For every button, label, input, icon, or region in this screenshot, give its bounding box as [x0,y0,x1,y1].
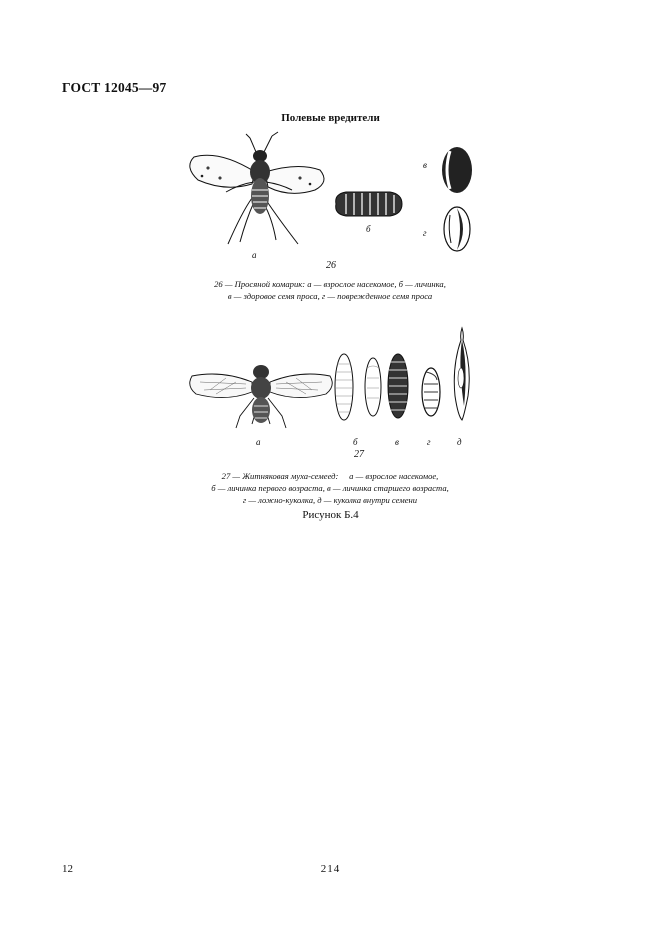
illustration-adult-fly [186,358,336,440]
illustration-adult-midge [180,132,340,252]
label-26a: а [252,250,257,260]
label-27b: б [353,437,358,447]
caption-27-line-1: 27 — Житняковая муха-семеед: а — взрослое насекомое, [221,471,439,481]
figure-26-caption [140,278,520,302]
section-title: Полевые вредители [281,112,380,124]
figure-27-caption [150,470,510,507]
illustration-pseudo-pupa [420,366,442,418]
label-27g: г [427,437,431,447]
illustration-damaged-seed [442,205,472,253]
illustration-larva-first-instar-2 [362,356,384,418]
label-27a: а [256,437,261,447]
page-number-left: 12 [62,863,73,875]
caption-26-line-1: 26 — Просяной комарик: а — взрослое насекомое, б — личинка, [214,279,446,289]
illustration-larva-first-instar [332,352,356,422]
illustration-healthy-seed [440,145,474,195]
figure-number-27: 27 [354,449,364,460]
caption-27-line-3: г — ложно-куколка, д — куколка внутри семени [242,495,418,506]
caption-27-line-2: б — личинка первого возраста, в — личинка старшего возраста, [211,483,449,494]
label-27v: в [395,437,399,447]
label-26v: в [423,160,427,170]
label-27d: д [457,437,462,447]
illustration-pupa-inside-seed [450,326,474,422]
document-header: ГОСТ 12045—97 [62,80,167,95]
figure-number-26: 26 [326,260,336,271]
illustration-larva [332,186,404,220]
label-26g: г [423,228,427,238]
illustration-larva-older-instar [386,352,410,420]
figure-label: Рисунок Б.4 [302,509,359,521]
page-number-center: 214 [320,863,341,875]
caption-26-line-2: в — здоровое семя проса, г — поврежденное семя проса [227,291,433,302]
label-26b: б [366,224,371,234]
